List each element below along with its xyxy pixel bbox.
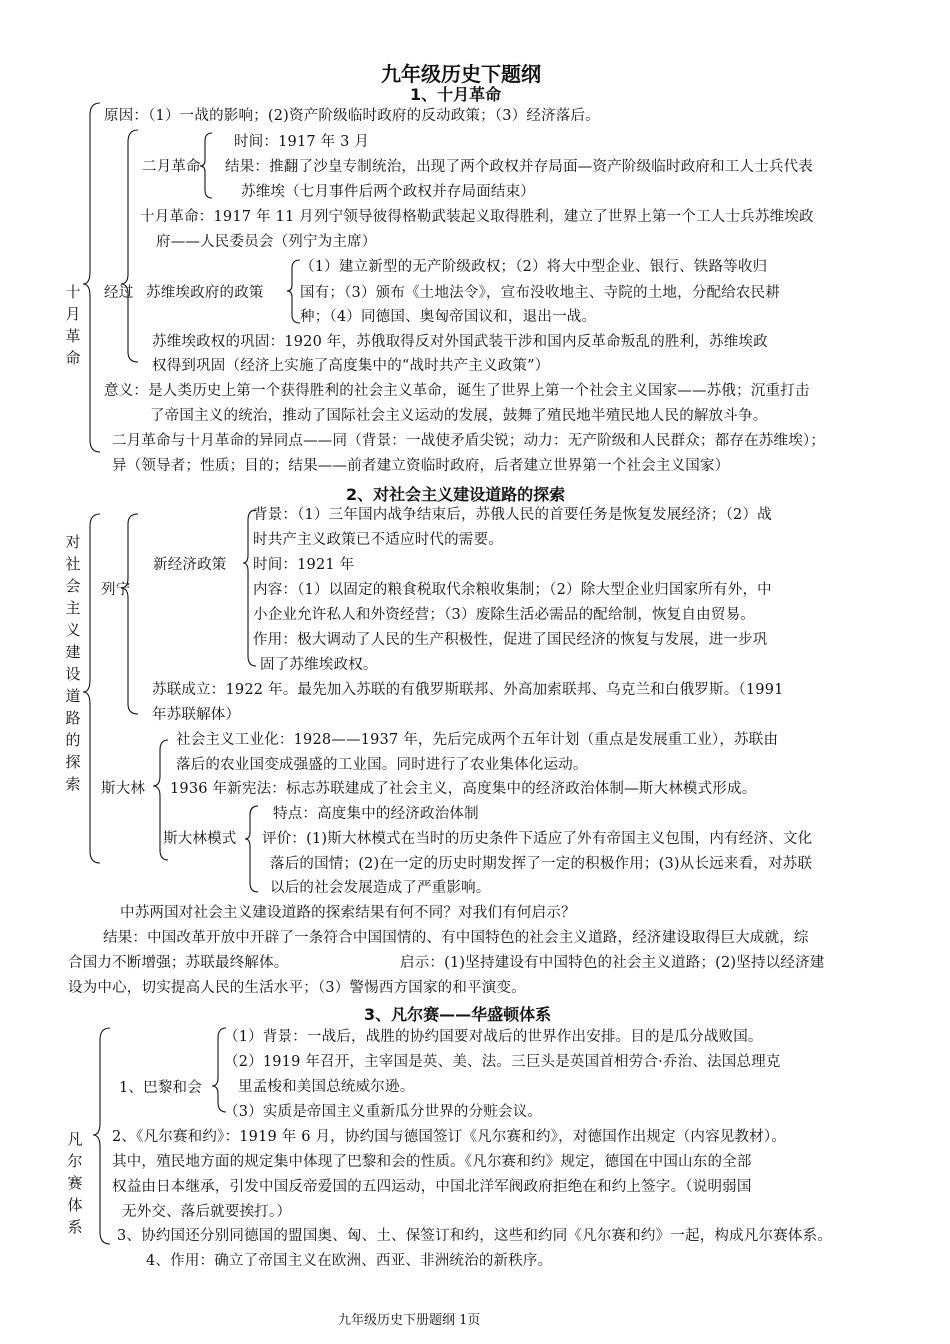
nep-effect-line1: 作用：极大调动了人民的生产积极性，促进了国民经济的恢复与发展，进一步巩 bbox=[253, 632, 768, 648]
policy-line1: （1）建立新型的无产阶级政权；（2）将大中型企业、银行、铁路等收归 bbox=[300, 259, 768, 275]
comparison-question: 中苏两国对社会主义建设道路的探索结果有何不同？对我们有何启示？ bbox=[120, 905, 576, 921]
significance-line1: 意义：是人类历史上第一个获得胜利的社会主义革命，诞生了世界上第一个社会主义国家——苏俄；沉重打击 bbox=[104, 383, 810, 399]
result-line1: 结果：中国改革开放中开辟了一条符合中国国情的、有中国特色的社会主义道路，经济建设取得巨大成就，综 bbox=[103, 930, 809, 946]
stalin-model-label: 斯大林模式 bbox=[163, 831, 237, 847]
significance-line2: 了帝国主义的统治，推动了国际社会主义运动的发展，鼓舞了殖民地半殖民地人民的解放斗争。 bbox=[150, 408, 768, 424]
section-heading-socialist-exploration: 2、对社会主义建设道路的探索 bbox=[346, 485, 566, 504]
section-heading-october-revolution: 1、十月革命 bbox=[410, 85, 502, 104]
february-time: 时间：1917 年 3 月 bbox=[234, 134, 370, 150]
result-line2: 合国力不断增强；苏联最终解体。 bbox=[68, 955, 289, 971]
nep-background-line2: 时共产主义政策已不适应时代的需要。 bbox=[253, 532, 503, 548]
brace-s1-eryue bbox=[200, 133, 212, 198]
february-result-line1: 结果：推翻了沙皇专制统治，出现了两个政权并存局面—资产阶级临时政府和工人士兵代表 bbox=[225, 159, 813, 175]
policy-line2: 国有；（3）颁布《土地法令》，宣布没收地主、寺院的土地，分配给农民耕 bbox=[300, 285, 781, 301]
enlightenment-line1: 启示：(1)坚持建设有中国特色的社会主义道路；(2)坚持以经济建 bbox=[400, 955, 825, 971]
nep-content-line2: 小企业允许私人和外资经营；（3）废除生活必需品的配给制，恢复自由贸易。 bbox=[253, 607, 755, 623]
side-label-versailles-system: 凡尔赛体系 bbox=[67, 1130, 83, 1236]
system-role: 4、作用：确立了帝国主义在欧洲、西亚、非洲统治的新秩序。 bbox=[146, 1253, 553, 1269]
ussr-founded-line1: 苏联成立：1922 年。最先加入苏联的有俄罗斯联邦、外高加索联邦、乌克兰和白俄罗斯。（1991 bbox=[152, 682, 784, 698]
february-result-line2: 苏维埃（七月事件后两个政权并存局面结束） bbox=[241, 184, 535, 200]
nep-label: 新经济政策 bbox=[153, 557, 227, 573]
consolidation-line1: 苏维埃政权的巩固：1920 年，苏俄取得反对外国武装干涉和国内反革命叛乱的胜利，苏维埃政 bbox=[152, 334, 768, 350]
ussr-founded-line2: 年苏联解体） bbox=[152, 707, 241, 723]
enlightenment-line2: 设为中心，切实提高人民的生活水平；（3）警惕西方国家的和平演变。 bbox=[68, 980, 526, 996]
paris-background: （1）背景：一战后，战胜的协约国要对战后的世界作出安排。目的是瓜分战败国。 bbox=[224, 1029, 763, 1045]
brace-s3-main bbox=[93, 1028, 110, 1244]
stalin-label: 斯大林 bbox=[101, 781, 146, 797]
soviet-policy-label: 苏维埃政府的政策 bbox=[146, 285, 264, 301]
versailles-treaty-line3: 权益由日本继承，引发中国反帝爱国的五四运动，中国北洋军阀政府拒绝在和约上签字。（说明弱国 bbox=[112, 1179, 752, 1195]
february-revolution-label: 二月革命 bbox=[142, 159, 201, 175]
brace-s1-jingguo bbox=[121, 130, 138, 362]
paris-conference-label: 1、巴黎和会 bbox=[119, 1080, 202, 1096]
process-label: 经过 bbox=[104, 285, 134, 301]
industrialization-line1: 社会主义工业化：1928——1937 年，先后完成两个五年计划（重点是发展重工业），苏联由 bbox=[176, 732, 779, 748]
policy-line3: 种；（4）同德国、奥匈帝国议和，退出一战。 bbox=[300, 309, 597, 325]
side-label-october-revolution: 十月革命 bbox=[65, 283, 81, 367]
comparison-line1: 二月革命与十月革命的异同点——同（背景：一战使矛盾尖锐；动力：无产阶级和人民群众；都存在苏维埃）； bbox=[112, 433, 826, 449]
paris-essence: （3）实质是帝国主义重新瓜分世界的分赃会议。 bbox=[224, 1104, 543, 1120]
october-revolution-line2: 府——人民委员会（列宁为主席） bbox=[156, 234, 377, 250]
nep-background-line1: 背景：（1）三年国内战争结束后，苏俄人民的首要任务是恢复发展经济；（2）战 bbox=[253, 507, 772, 523]
brace-s1-main bbox=[83, 103, 100, 452]
section-heading-versailles-washington: 3、凡尔赛——华盛顿体系 bbox=[364, 1005, 552, 1024]
nep-content-line1: 内容：（1）以固定的粮食税取代余粮收集制；（2）除大型企业归国家所有外，中 bbox=[253, 582, 772, 598]
versailles-treaty-line2: 其中，殖民地方面的规定集中体现了巴黎和会的性质。《凡尔赛和约》规定，德国在中国山东的全部 bbox=[112, 1154, 752, 1170]
model-evaluation-line1: 评价：(1)斯大林模式在当时的历史条件下适应了外有帝国主义包围，内有经济、文化 bbox=[262, 831, 813, 847]
model-evaluation-line3: 以后的社会发展造成了严重影响。 bbox=[270, 880, 491, 896]
side-label-socialist-exploration: 对社会主义建设道路的探索 bbox=[65, 533, 81, 793]
comparison-line2: 异（领导者；性质；目的；结果——前者建立资临时政府，后者建立世界第一个社会主义国家） bbox=[112, 458, 730, 474]
other-treaties: 3、协约国还分别同德国的盟国奥、匈、土、保签订和约，这些和约同《凡尔赛和约》一起，构成凡尔赛体系。 bbox=[117, 1228, 833, 1244]
paris-convened-line1: （2）1919 年召开，主宰国是英、美、法。三巨头是英国首相劳合·乔治、法国总理克 bbox=[224, 1054, 781, 1070]
nep-effect-line2: 固了苏维埃政权。 bbox=[260, 657, 378, 673]
lenin-label: 列宁 bbox=[101, 582, 131, 598]
versailles-treaty-line4: 无外交、落后就要挨打。） bbox=[122, 1204, 292, 1220]
model-feature: 特点：高度集中的经济政治体制 bbox=[273, 806, 479, 822]
brace-s2-main bbox=[83, 514, 100, 863]
brace-s2-liening bbox=[121, 514, 138, 714]
constitution-1936: 1936 年新宪法：标志苏联建成了社会主义，高度集中的经济政治体制—斯大林模式形成。 bbox=[170, 781, 757, 797]
causes-line: 原因：（1）一战的影响；(2)资产阶级临时政府的反动政策；（3）经济落后。 bbox=[104, 108, 600, 124]
model-evaluation-line2: 落后的国情；(2)在一定的历史时期发挥了一定的积极作用；(3)从长远来看，对苏联 bbox=[270, 856, 813, 872]
page-title: 九年级历史下题纲 bbox=[381, 62, 541, 86]
brace-s1-zhengce bbox=[287, 260, 300, 323]
nep-time: 时间：1921 年 bbox=[253, 557, 355, 573]
october-revolution-line1: 十月革命：1917 年 11 月列宁领导彼得格勒武装起义取得胜利，建立了世界上第一个工人士兵苏维埃政 bbox=[140, 209, 814, 225]
versailles-treaty-line1: 2、《凡尔赛和约》：1919 年 6 月，协约国与德国签订《凡尔赛和约》，对德国作出规定（内容见教材）。 bbox=[112, 1129, 787, 1145]
brace-s2-moshi bbox=[245, 806, 258, 892]
paris-convened-line2: 里孟梭和美国总统威尔逊。 bbox=[238, 1079, 415, 1095]
industrialization-line2: 落后的农业国变成强盛的工业国。同时进行了农业集体化运动。 bbox=[176, 757, 588, 773]
page-footer: 九年级历史下册题纲 1页 bbox=[338, 1313, 481, 1328]
consolidation-line2: 权得到巩固（经济上实施了高度集中的“战时共产主义政策”） bbox=[152, 358, 550, 374]
